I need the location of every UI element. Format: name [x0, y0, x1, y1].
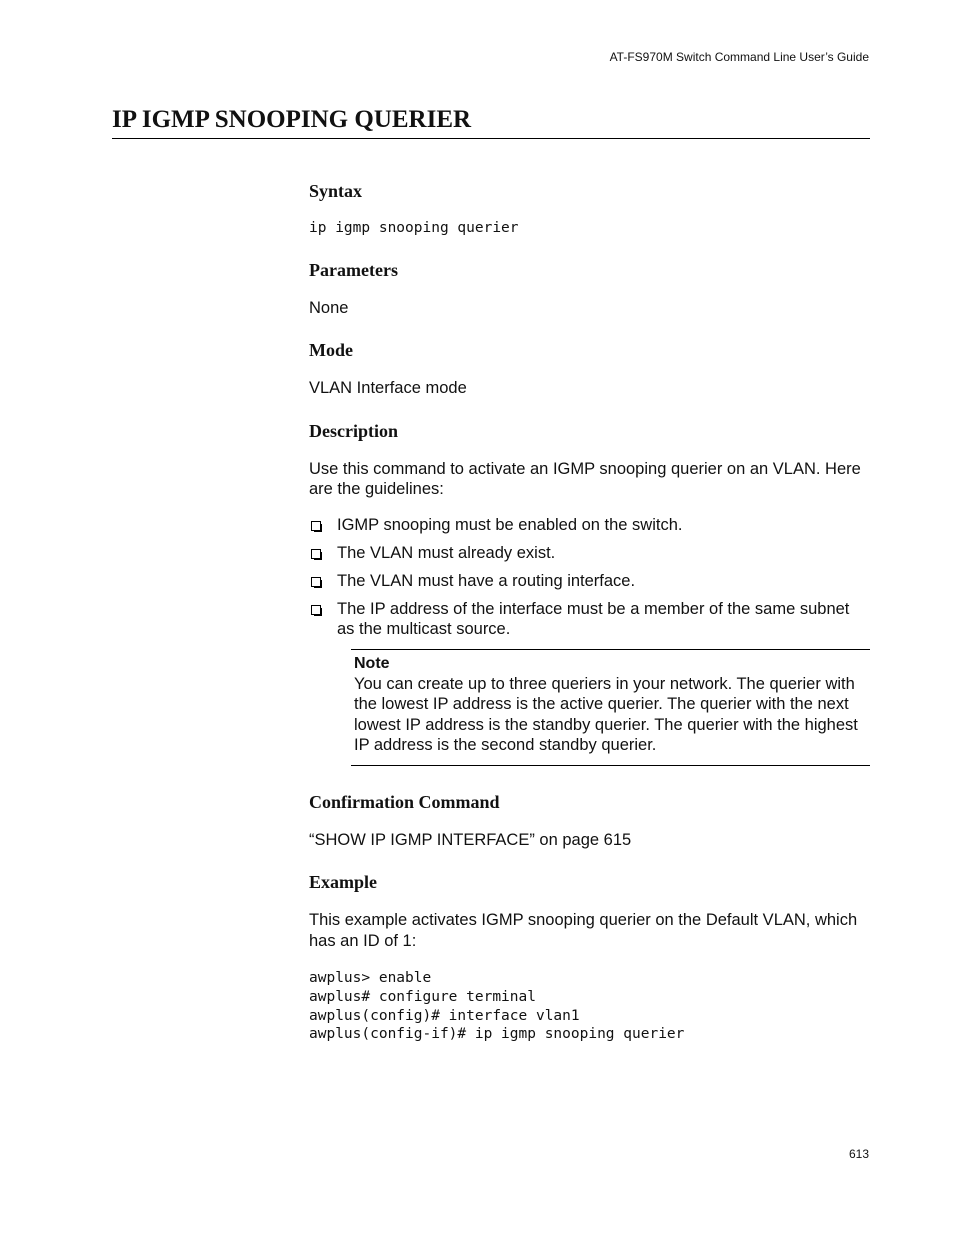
syntax-heading: Syntax [309, 181, 363, 201]
mode-heading: Mode [309, 340, 353, 361]
page-title: IP IGMP SNOOPING QUERIER [112, 106, 870, 139]
syntax-code: ip igmp snooping querier [309, 220, 519, 236]
main-content [309, 180, 870, 1044]
note-title: Note [354, 654, 390, 672]
running-header: AT-FS970M Switch Command Line User’s Guide [609, 50, 869, 64]
list-item [337, 571, 870, 592]
box-bullet-icon [311, 577, 321, 587]
description-heading: Description [309, 420, 398, 441]
guidelines-list [309, 515, 870, 640]
parameters-heading: Parameters [309, 259, 398, 280]
code-line: awplus# configure terminal [309, 988, 536, 1005]
note-box [351, 649, 870, 766]
code-line: awplus> enable [309, 970, 432, 987]
box-bullet-icon [311, 605, 321, 615]
mode-text: VLAN Interface mode [309, 379, 467, 398]
list-item [337, 543, 870, 564]
confirmation-heading: Confirmation Command [309, 791, 500, 812]
description-intro: Use this command to activate an IGMP snooping querier on an VLAN. Here are the guidelines: [309, 459, 861, 499]
example-code-block [309, 969, 870, 1044]
guideline-text: IGMP snooping must be enabled on the switch. [337, 515, 683, 534]
guideline-text: The VLAN must have a routing interface. [337, 571, 636, 590]
page-number: 613 [848, 1147, 869, 1161]
list-item [337, 599, 870, 640]
example-text: This example activates IGMP snooping querier on the Default VLAN, which has an ID of 1: [309, 911, 858, 950]
confirmation-text: “SHOW IP IGMP INTERFACE” on page 615 [309, 830, 632, 849]
code-line: awplus(config)# interface vlan1 [309, 1007, 580, 1024]
note-text: You can create up to three queriers in your network. The querier with the lowest IP address is the active querier. The querier with the next lowest IP address is the standby querier. The querier with the highest IP address is the second standby querier. [354, 674, 858, 755]
list-item [337, 515, 870, 536]
box-bullet-icon [311, 549, 321, 559]
guideline-text: The IP address of the interface must be a member of the same subnet as the multicast source. [337, 599, 850, 639]
code-line: awplus(config-if)# ip igmp snooping querier [309, 1026, 685, 1043]
box-bullet-icon [311, 521, 321, 531]
example-heading: Example [309, 872, 378, 893]
guideline-text: The VLAN must already exist. [337, 543, 556, 562]
parameters-text: None [309, 298, 349, 317]
